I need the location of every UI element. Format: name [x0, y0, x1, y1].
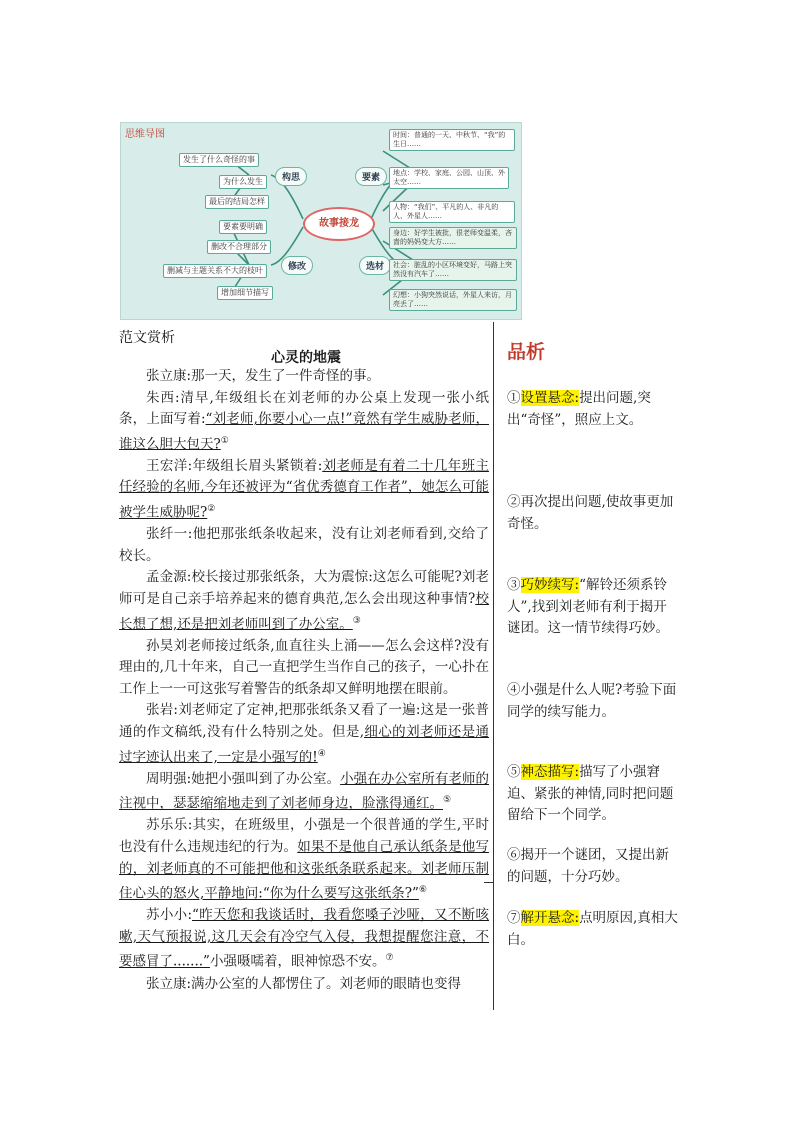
hub-yaosu: 要素	[355, 167, 387, 186]
article-title: 心灵的地震	[271, 350, 341, 366]
goujian-item: 为什么发生	[219, 175, 267, 189]
column-divider	[493, 322, 494, 1010]
paragraph: 苏乐乐:其实，在班级里，小强是一个很普通的学生,平时也没有什么违规违纪的行为。如果不是他自己承认纸条是他写的，刘老师真的不可能把他和这张纸条联系起来。刘老师压制住心头的怒火,平静地问:“你为什么要写这张纸条?”⑥	[119, 817, 489, 902]
yaosu-item: 人物：“我们”、平凡的人、非凡的人、外星人……	[389, 201, 515, 223]
note-2: ②再次提出问题,使故事更加奇怪。	[507, 494, 674, 532]
xiugai-item: 增加细节描写	[217, 286, 273, 300]
note-5: ⑤神态描写:描写了小强窘迫、紧张的神情,同时把问题留给下一个同学。	[507, 764, 674, 824]
xiugai-item: 要素要明确	[219, 220, 267, 234]
paragraph: 张岩:刘老师定了定神,把那张纸条又看了一遍:这是一张普通的作文稿纸,没有什么特别之处。但是,细心的刘老师还是通过字迹认出来了,一定是小强写的!④	[119, 702, 489, 766]
yaosu-item: 地点：学校、家庭、公园、山顶、外太空……	[389, 167, 509, 189]
note-6: ⑥揭开一个谜团，又提出新的问题，十分巧妙。	[507, 847, 669, 885]
goujian-item: 最后的结局怎样	[205, 195, 269, 209]
analysis-title: 品析	[507, 341, 546, 363]
hub-xiugai: 修改	[281, 256, 313, 275]
note-1: ①设置悬念:提出问题,突出“奇怪”，照应上文。	[507, 390, 651, 428]
note-3: ③巧妙续写:“解铃还须系铃人”,找到刘老师有利于揭开谜团。这一情节续得巧妙。	[507, 577, 669, 637]
paragraph: 朱西:清早,年级组长在刘老师的办公桌上发现一张小纸条，上面写着:“刘老师,你要小心一点!”竟然有学生威胁老师，谁这么胆大包天?①	[119, 389, 489, 453]
hub-goujian: 构思	[275, 167, 307, 186]
mind-map-label: 思维导图	[125, 129, 165, 140]
paragraph: 苏小小:“昨天您和我谈话时，我看您嗓子沙哑，又不断咳嗽,天气预报说,这几天会有冷空气入侵，我想提醒您注意，不要感冒了.......”小强嗫嚅着，眼神惊恐不安。⑦	[119, 907, 489, 970]
note-7: ⑦解开悬念:点明原因,真相大白。	[507, 910, 678, 948]
xuancai-item: 社会：脏乱的小区环境变好，马路上突然没有汽车了……	[389, 259, 517, 281]
separator-line	[484, 882, 494, 883]
note-4: ④小强是什么人呢?考验下面同学的续写能力。	[507, 682, 677, 720]
xuancai-item: 幻想：小狗突然说话，外星人来访，月亮丢了……	[389, 289, 517, 311]
mind-map-center: 故事接龙	[303, 207, 375, 241]
hub-xuancai: 选材	[359, 256, 391, 275]
paragraph: 张立康:满办公室的人都愣住了。刘老师的眼睛也变得	[146, 975, 462, 992]
xuancai-item: 身边：好学生被批，很老师变温柔，吝啬的妈妈变大方……	[389, 227, 517, 249]
paragraph: 张纤一:他把那张纸条收起来，没有让刘老师看到,交给了校长。	[119, 526, 489, 564]
paragraph: 张立康:那一天，发生了一件奇怪的事。	[146, 368, 381, 384]
paragraph: 周明强:她把小强叫到了办公室。小强在办公室所有老师的注视中，瑟瑟缩缩地走到了刘老师身边，脸涨得通红。⑤	[119, 770, 489, 812]
xiugai-item: 删改不合理部分	[207, 240, 271, 254]
section-title: 范文赏析	[119, 330, 175, 346]
yaosu-item: 时间：普通的一天、中秋节、“我”的生日……	[389, 129, 515, 151]
paragraph: 王宏洋:年级组长眉头紧锁着:刘老师是有着二十几年班主任经验的名师,今年还被评为“省优秀德育工作者”，她怎么可能被学生威胁呢?②	[119, 457, 489, 521]
article-body	[119, 366, 489, 995]
paragraph: 孙昊刘老师接过纸条,血直往头上涌——怎么会这样?没有理由的,几十年来，自己一直把学生当作自己的孩子，一心扑在工作上一一可这张写着警告的纸条却又鲜明地摆在眼前。	[119, 637, 489, 697]
goujian-item: 发生了什么奇怪的事	[179, 153, 259, 167]
mind-map	[120, 122, 522, 320]
xiugai-item: 删减与主题关系不大的枝叶	[163, 264, 267, 278]
paragraph: 孟金源:校长接过那张纸条，大为震惊:这怎么可能呢?刘老师可是自己亲手培养起来的德育典范,怎么会出现这种事情?校长想了想,还是把刘老师叫到了办公室。③	[119, 569, 490, 633]
